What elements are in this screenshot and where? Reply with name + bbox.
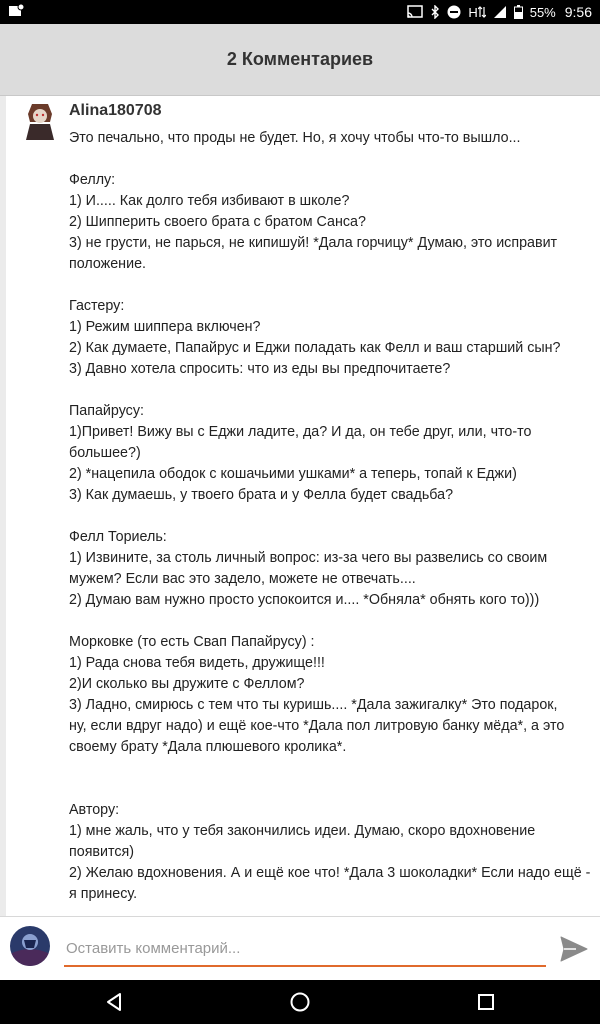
comment-line: 3) Ладно, смирюсь с тем что ты куришь.... *Дала зажигалку* Это подарок, [69, 697, 558, 713]
send-button[interactable] [556, 931, 592, 967]
comment-line: Морковке (то есть Свап Папайрусу) : [69, 634, 315, 650]
comment-line: 2)И сколько вы дружите с Феллом? [69, 676, 305, 692]
comment-line: Гастеру: [69, 298, 125, 314]
signal-icon [493, 5, 507, 19]
back-button[interactable] [100, 988, 128, 1016]
comment-line: 2) *нацепила ободок с кошачьими ушками* а теперь, топай к Еджи) [69, 466, 517, 482]
comment-line: мужем? Если вас это задело, можете не отвечать.... [69, 571, 416, 587]
comment-line [69, 611, 589, 632]
send-icon [560, 936, 588, 962]
recents-button[interactable] [472, 988, 500, 1016]
comment-line: 1) И..... Как долго тебя избивают в школе? [69, 193, 350, 209]
system-nav-bar [0, 980, 600, 1024]
comment-line [69, 275, 589, 296]
comment-line: Это печально, что проды не будет. Но, я хочу чтобы что-то вышло... [69, 130, 521, 146]
comment-input[interactable] [64, 931, 546, 967]
comment-line: появится) [69, 844, 135, 860]
notification-icon [8, 4, 24, 21]
comment-line [69, 779, 589, 800]
recents-icon [477, 993, 495, 1011]
comment-line: Автору: [69, 802, 120, 818]
comment-line: Феллу: [69, 172, 116, 188]
comment-line: 3) не грусти, не парься, не кипишуй! *Дала горчицу* Думаю, это исправит [69, 235, 558, 251]
comment-line: 1) мне жаль, что у тебя закончились идеи. Думаю, скоро вдохновение [69, 823, 536, 839]
comment-line [69, 758, 589, 779]
comment-line: положение. [69, 256, 146, 272]
author-avatar[interactable] [22, 100, 58, 140]
network-type-label: H [468, 4, 478, 20]
comment-line: 3) Как думаешь, у твоего брата и у Фелла будет свадьба? [69, 487, 454, 503]
mobile-data-icon [468, 5, 485, 20]
comment-input-bar [0, 916, 600, 980]
clock: 9:56 [564, 4, 592, 20]
comment-line [69, 506, 589, 527]
comment-line: ну, если вдруг надо) и ещё кое-что *Дала пол литровую банку мёда*, а это [69, 718, 565, 734]
comments-list[interactable] [0, 96, 600, 916]
comment-line: 3) Давно хотела спросить: что из еды вы предпочитаете? [69, 361, 451, 377]
comment-line: 1)Привет! Вижу вы с Еджи ладите, да? И да, он тебе друг, или, что-то [69, 424, 532, 440]
bluetooth-icon [430, 5, 440, 19]
back-icon [105, 992, 123, 1012]
comment-line: 1) Извините, за столь личный вопрос: из-за чего вы развелись со своим [69, 550, 548, 566]
battery-percent: 55% [529, 4, 556, 20]
comment-line [69, 149, 589, 170]
comment-line [69, 380, 589, 401]
page-title: 2 Комментариев [226, 49, 374, 69]
user-avatar[interactable] [10, 926, 50, 966]
do-not-disturb-icon [447, 5, 461, 19]
comment-line: я принесу. [69, 886, 138, 902]
home-icon [289, 991, 311, 1013]
comment-line: 2) Шипперить своего брата с братом Санса? [69, 214, 366, 230]
header [0, 24, 600, 96]
home-button[interactable] [286, 988, 314, 1016]
comment-line: 2) Думаю вам нужно просто успокоится и.... *Обняла* обнять кого то))) [69, 592, 540, 608]
battery-icon [514, 5, 523, 19]
comment-body [69, 128, 589, 905]
comment-card [6, 96, 600, 916]
comment-line: 2) Желаю вдохновения. А и ещё кое что! *Дала 3 шоколадки* Если надо ещё - [69, 865, 591, 881]
comment-line: Фелл Ториель: [69, 529, 167, 545]
comment-line: 2) Как думаете, Папайрус и Еджи поладать как Фелл и ваш старший сын? [69, 340, 561, 356]
comment-line: 1) Режим шиппера включен? [69, 319, 261, 335]
comment-line: своему брату *Дала плюшевого кролика*. [69, 739, 347, 755]
cast-icon [407, 5, 423, 19]
status-bar [0, 0, 600, 24]
comment-line: Папайрусу: [69, 403, 144, 419]
comment-line: большее?) [69, 445, 141, 461]
comment-author[interactable]: Alina180708 [69, 102, 162, 119]
comment-line: 1) Рада снова тебя видеть, дружище!!! [69, 655, 325, 671]
